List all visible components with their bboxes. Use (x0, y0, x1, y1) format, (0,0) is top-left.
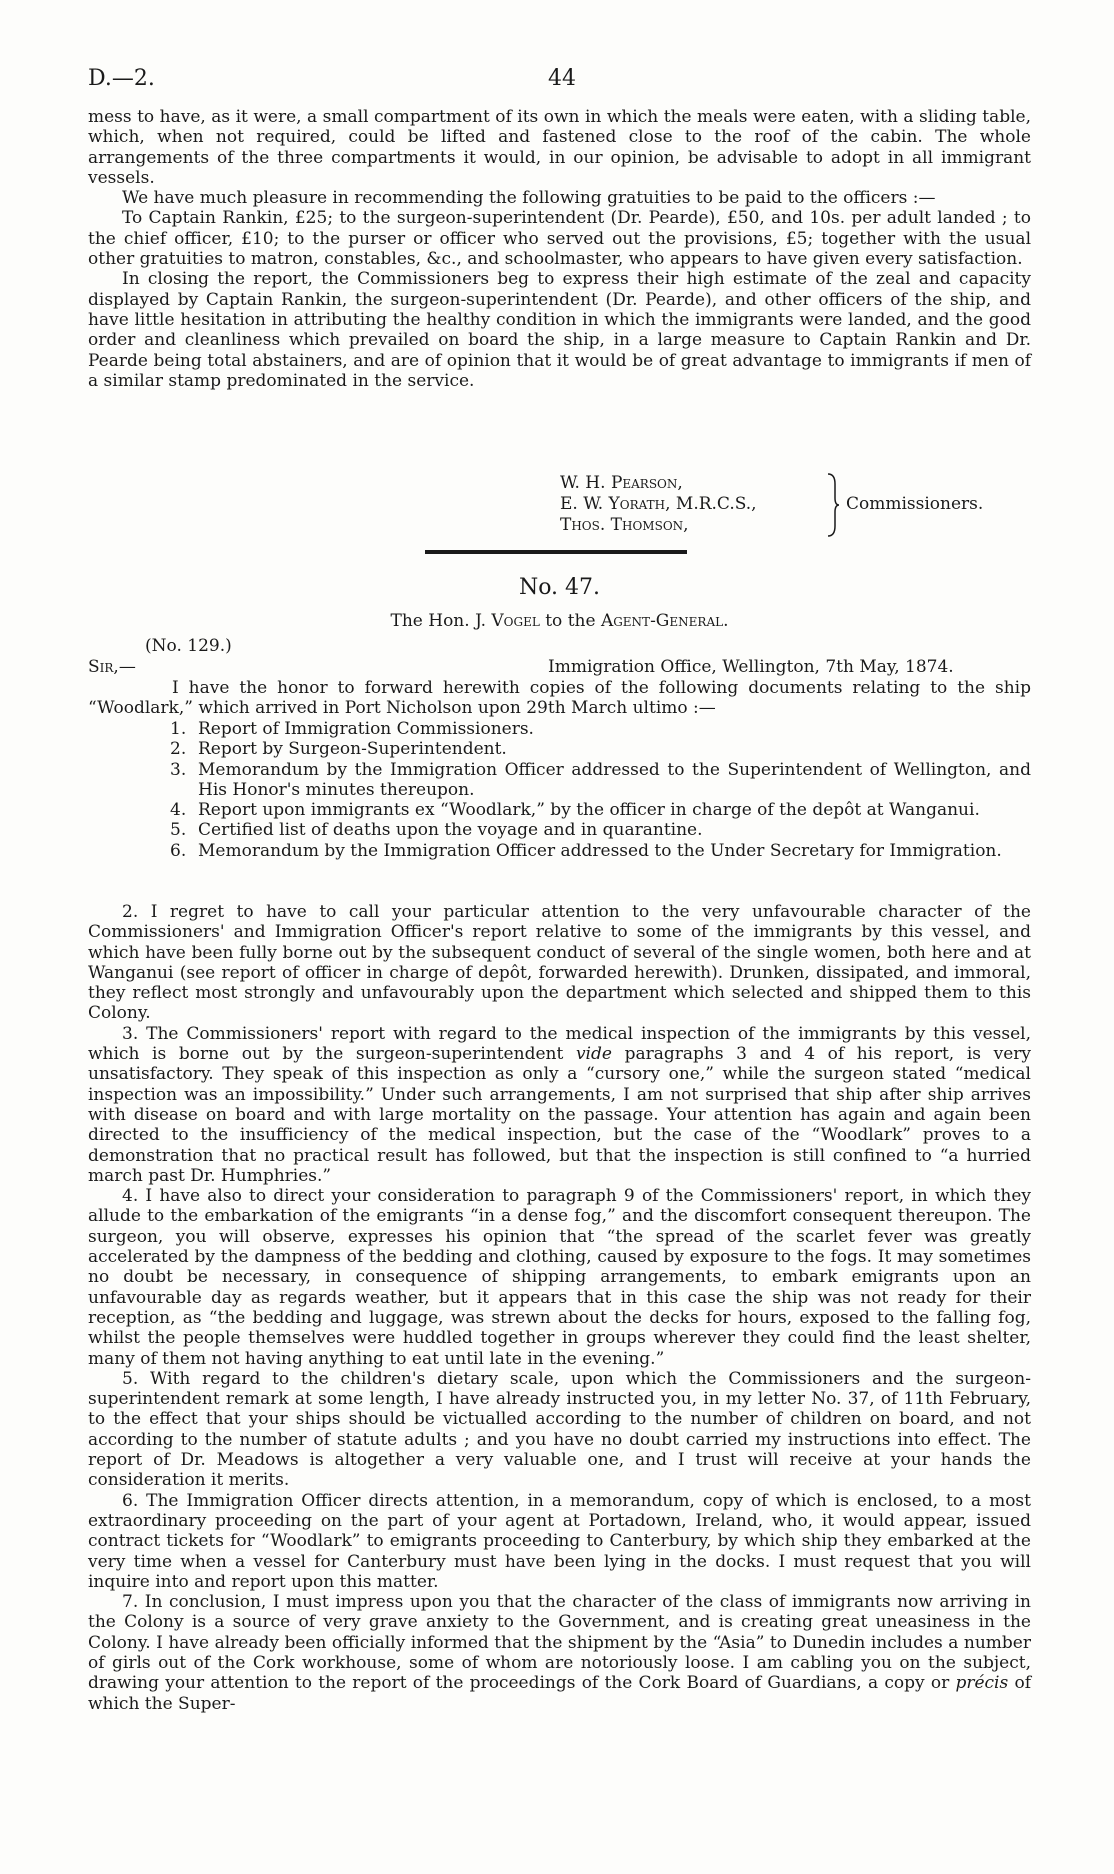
paragraph: 4. I have also to direct your consideration to paragraph 9 of the Commissioners' report, in which they allude to the embarkation of the emigrants “in a dense fog,” and the discomfort consequent thereupon. The surgeon, you will observe, expresses his opinion that “the spread of the scarlet fever was greatly accelerated by the dampness of the bedding and clothing, caused by exposure to the fogs. It may sometimes no doubt be necessary, in consequence of shipping arrangements, to embark emigrants upon an unfavourable day as regards weather, but it appears that in this case the ship was not ready for their reception, as “the bedding and luggage, was strewn about the decks for hours, exposed to the falling fog, whilst the people themselves were huddled together in groups wherever they could find the least shelter, many of them not having anything to eat until late in the evening.” (88, 1186, 1031, 1369)
paragraph: 5. With regard to the children's dietary scale, upon which the Commissioners and the surgeon-superintendent remark at some length, I have already instructed you, in my letter No. 37, of 11th February, to the effect that your ships should be victualled according to the number of children on board, and not according to the number of statute adults ; and you have no doubt carried my instructions into effect. The report of Dr. Meadows is altogether a very valuable one, and I trust will receive at your hands the consideration it merits. (88, 1368, 1031, 1491)
italic-run: vide (575, 1044, 612, 1065)
letter-body (88, 902, 1031, 1714)
paragraph (88, 1592, 1031, 1714)
item-number: 3. (170, 759, 187, 780)
signatory-name: W. H. Pearson, (560, 473, 683, 493)
item-text: Memorandum by the Immigration Officer addressed to the Superintendent of Wellington, and His Honor's minutes thereupon. (198, 759, 1031, 800)
list-item (170, 841, 1031, 861)
section-divider (425, 550, 687, 554)
letter-heading (88, 611, 1031, 631)
paragraph: To Captain Rankin, £25; to the surgeon-superintendent (Dr. Pearde), £50, and 10s. per adult landed ; to the chief officer, £10; to the purser or officer who served out the provisions, £5; together with the usual other gratuities to matron, constables, &c., and schoolmaster, who appears to have given every satisfaction. (88, 208, 1031, 270)
list-item (170, 760, 1031, 801)
dateline: Immigration Office, Wellington, 7th May, 1874. (548, 657, 954, 677)
letter-number: No. 47. (518, 575, 601, 600)
heading-to: to the (545, 611, 596, 631)
paragraph (88, 1024, 1031, 1186)
paragraph: I have the honor to forward herewith copies of the following documents relating to the ship “Woodlark,” which arrived in Port Nicholson upon 29th March ultimo :— (88, 678, 1031, 719)
signatory-role: Commissioners. (846, 494, 984, 514)
signatory-name: Thos. Thomson, (560, 515, 689, 535)
salutation: Sir,— (88, 657, 136, 677)
document-reference: D.—2. (88, 66, 155, 91)
item-number: 4. (170, 800, 187, 821)
paragraph: 2. I regret to have to call your particular attention to the very unfavourable character of the Commissioners' and Immigration Officer's report relative to some of the immigrants by this vessel, and which have been fully borne out by the subsequent conduct of several of the single women, both here and at Wanganui (see report of officer in charge of depôt, forwarded herewith). Drunken, dissipated, and immoral, they reflect most strongly and unfavourably upon the department which selected and shipped them to this Colony. (88, 902, 1031, 1024)
signatory-name: E. W. Yorath, M.R.C.S., (560, 494, 757, 514)
text-run: paragraphs 3 and 4 of his report, is very unsatisfactory. They speak of this inspection as only a “cursory one,” while the surgeon stated “medical inspection was an impossibility.” Under such arrangements, I am not surprised that ship after ship arrives with disease on board and with large mortality on the passage. Your attention has again and again been directed to the insufficiency of the medical inspection, but the case of the “Woodlark” proves to a demonstration that no practical result has followed, but that the inspection is still confined to “a hurried march past Dr. Humphries.” (88, 1044, 1032, 1186)
heading-recipient: Agent-General. (600, 611, 729, 631)
item-text: Report of Immigration Commissioners. (198, 719, 534, 739)
top-section (88, 107, 1031, 391)
item-number: 1. (170, 719, 187, 739)
item-number: 6. (170, 840, 187, 861)
text-run: 3. The Commissioners' report with regard to the medical inspection of the immigrants by this vessel, which is borne out by the surgeon-superintendent (88, 1023, 1031, 1065)
item-number: 2. (170, 739, 187, 760)
paragraph: mess to have, as it were, a small compartment of its own in which the meals were eaten, with a sliding table, which, when not required, could be lifted and fastened close to the roof of the cabin. The whole arrangements of the three compartments it would, in our opinion, be advisable to adopt in all immigrant vessels. (88, 107, 1031, 188)
heading-prefix: The Hon. J. (390, 611, 486, 631)
item-number: 5. (170, 820, 187, 841)
heading-sender: Vogel (491, 611, 540, 631)
list-item (170, 739, 1031, 759)
text-run: of which the Super- (88, 1673, 1032, 1714)
paragraph: We have much pleasure in recommending the following gratuities to be paid to the officers :— (122, 188, 936, 209)
item-text: Report upon immigrants ex “Woodlark,” by the officer in charge of the depôt at Wanganui. (198, 800, 980, 821)
list-item (170, 820, 1031, 840)
text-run: 7. In conclusion, I must impress upon you that the character of the class of immigrants now arriving in the Colony is a source of very grave anxiety to the Government, and is creating great uneasiness in the Colony. I have already been officially informed that the shipment by the “Asia” to Dunedin includes a number of girls out of the Cork workhouse, some of whom are notoriously loose. I am cabling you on the subject, drawing your attention to the report of the proceedings of the Cork Board of Guardians, a copy or (88, 1592, 1031, 1694)
list-item (170, 719, 1031, 739)
brace-mark (826, 472, 840, 538)
item-text: Memorandum by the Immigration Officer addressed to the Under Secretary for Immigration. (198, 840, 1002, 861)
item-text: Report by Surgeon-Superintendent. (198, 739, 507, 760)
list-item (170, 800, 1031, 820)
page-number: 44 (548, 66, 576, 91)
paragraph: 6. The Immigration Officer directs attention, in a memorandum, copy of which is enclosed, to a most extraordinary proceeding on the part of your agent at Portadown, Ireland, who, it would appear, issued contract tickets for “Woodlark” to emigrants proceeding to Canterbury, by which ship they embarked at the very time when a vessel for Canterbury must have been lying in the docks. I must request that you will inquire into and report upon this matter. (88, 1490, 1031, 1592)
enclosure-list (170, 719, 1031, 861)
letter-intro (88, 678, 1031, 719)
letter-ref: (No. 129.) (145, 636, 232, 656)
italic-run: précis (955, 1673, 1009, 1694)
paragraph: In closing the report, the Commissioners beg to express their high estimate of the zeal and capacity displayed by Captain Rankin, the surgeon-superintendent (Dr. Pearde), and other officers of the ship, and have little hesitation in attributing the healthy condition in which the immigrants were landed, and the good order and cleanliness which prevailed on board the ship, in a large measure to Captain Rankin and Dr. Pearde being total abstainers, and are of opinion that it would be of great advantage to immigrants if men of a similar stamp predominated in the service. (88, 269, 1031, 391)
item-text: Certified list of deaths upon the voyage and in quarantine. (198, 820, 703, 841)
